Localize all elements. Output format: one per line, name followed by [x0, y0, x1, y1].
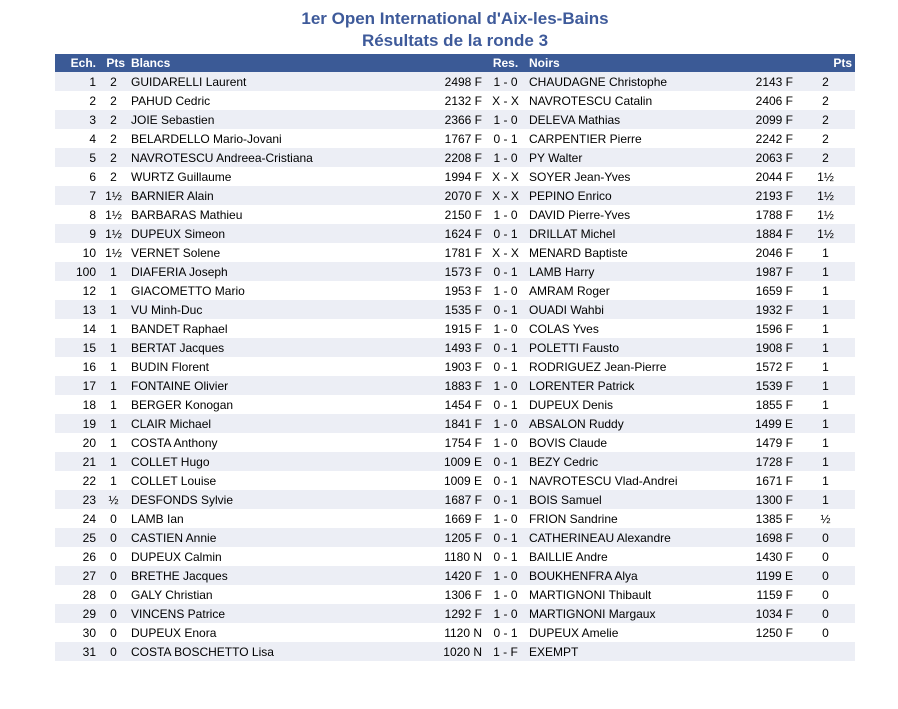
cell-black-points: 2 — [796, 129, 855, 148]
cell-white-rating: 1573 F — [356, 262, 485, 281]
cell-black-rating: 2044 F — [725, 167, 796, 186]
cell-white-rating: 2150 F — [356, 205, 485, 224]
cell-black-rating: 1430 F — [725, 547, 796, 566]
header-blancs: Blancs — [128, 54, 356, 72]
cell-black-rating: 2063 F — [725, 148, 796, 167]
table-row — [55, 623, 855, 642]
cell-black-rating: 1987 F — [725, 262, 796, 281]
cell-white-player: DUPEUX Simeon — [128, 224, 356, 243]
table-row — [55, 490, 855, 509]
cell-white-player: BUDIN Florent — [128, 357, 356, 376]
cell-white-rating: 1994 F — [356, 167, 485, 186]
cell-white-points: 2 — [99, 167, 128, 186]
cell-result: X - X — [485, 243, 526, 262]
cell-result: 0 - 1 — [485, 490, 526, 509]
cell-white-rating: 1120 N — [356, 623, 485, 642]
cell-white-rating: 2498 F — [356, 72, 485, 91]
cell-black-player: FRION Sandrine — [526, 509, 725, 528]
cell-black-player: EXEMPT — [526, 642, 725, 661]
cell-result: 1 - 0 — [485, 433, 526, 452]
cell-white-player: PAHUD Cedric — [128, 91, 356, 110]
cell-black-points: 1 — [796, 471, 855, 490]
cell-white-points: 1½ — [99, 243, 128, 262]
table-row — [55, 566, 855, 585]
cell-black-rating: 1250 F — [725, 623, 796, 642]
cell-white-points: 1 — [99, 471, 128, 490]
cell-white-points: 1 — [99, 281, 128, 300]
cell-black-rating: 2143 F — [725, 72, 796, 91]
table-row — [55, 452, 855, 471]
cell-result: 0 - 1 — [485, 300, 526, 319]
cell-white-player: LAMB Ian — [128, 509, 356, 528]
cell-black-points: 1 — [796, 338, 855, 357]
cell-result: 1 - F — [485, 642, 526, 661]
cell-white-points: 2 — [99, 110, 128, 129]
cell-white-player: DUPEUX Calmin — [128, 547, 356, 566]
cell-result: 1 - 0 — [485, 566, 526, 585]
cell-white-rating: 1535 F — [356, 300, 485, 319]
cell-white-points: 1½ — [99, 205, 128, 224]
cell-board: 6 — [55, 167, 99, 186]
cell-board: 28 — [55, 585, 99, 604]
cell-white-rating: 2208 F — [356, 148, 485, 167]
cell-white-player: CASTIEN Annie — [128, 528, 356, 547]
cell-black-rating: 1728 F — [725, 452, 796, 471]
cell-white-points: 0 — [99, 509, 128, 528]
cell-white-rating: 1205 F — [356, 528, 485, 547]
cell-white-points: 2 — [99, 91, 128, 110]
cell-result: 0 - 1 — [485, 129, 526, 148]
cell-black-rating: 2406 F — [725, 91, 796, 110]
cell-white-points: 1½ — [99, 186, 128, 205]
cell-white-player: CLAIR Michael — [128, 414, 356, 433]
cell-black-points: 1½ — [796, 205, 855, 224]
cell-board: 23 — [55, 490, 99, 509]
cell-result: 1 - 0 — [485, 72, 526, 91]
cell-black-player: NAVROTESCU Catalin — [526, 91, 725, 110]
table-row — [55, 91, 855, 110]
cell-board: 21 — [55, 452, 99, 471]
cell-white-rating: 1669 F — [356, 509, 485, 528]
table-header-row — [55, 54, 855, 72]
cell-black-rating: 1932 F — [725, 300, 796, 319]
cell-black-rating: 1908 F — [725, 338, 796, 357]
cell-white-player: GUIDARELLI Laurent — [128, 72, 356, 91]
cell-board: 8 — [55, 205, 99, 224]
cell-white-player: VINCENS Patrice — [128, 604, 356, 623]
cell-board: 1 — [55, 72, 99, 91]
cell-black-points: 2 — [796, 110, 855, 129]
cell-white-rating: 1009 E — [356, 471, 485, 490]
cell-black-points: 0 — [796, 604, 855, 623]
cell-black-points: 2 — [796, 148, 855, 167]
cell-white-points: 1 — [99, 376, 128, 395]
cell-black-rating: 1884 F — [725, 224, 796, 243]
cell-white-rating: 1883 F — [356, 376, 485, 395]
cell-black-player: BEZY Cedric — [526, 452, 725, 471]
table-row — [55, 642, 855, 661]
header-noirs: Noirs — [526, 54, 725, 72]
cell-board: 16 — [55, 357, 99, 376]
cell-black-points: ½ — [796, 509, 855, 528]
cell-white-points: 2 — [99, 129, 128, 148]
table-row — [55, 319, 855, 338]
cell-black-rating: 2242 F — [725, 129, 796, 148]
cell-black-points: 0 — [796, 585, 855, 604]
cell-result: 0 - 1 — [485, 338, 526, 357]
cell-board: 22 — [55, 471, 99, 490]
cell-white-player: JOIE Sebastien — [128, 110, 356, 129]
table-row — [55, 585, 855, 604]
cell-white-rating: 1781 F — [356, 243, 485, 262]
cell-black-player: CHAUDAGNE Christophe — [526, 72, 725, 91]
cell-black-player: LORENTER Patrick — [526, 376, 725, 395]
cell-black-points: 1 — [796, 414, 855, 433]
cell-white-points: 1 — [99, 357, 128, 376]
cell-board: 13 — [55, 300, 99, 319]
cell-result: 0 - 1 — [485, 471, 526, 490]
cell-board: 4 — [55, 129, 99, 148]
cell-white-points: 2 — [99, 72, 128, 91]
cell-result: 1 - 0 — [485, 281, 526, 300]
cell-black-player: AMRAM Roger — [526, 281, 725, 300]
cell-board: 27 — [55, 566, 99, 585]
cell-result: X - X — [485, 167, 526, 186]
table-row — [55, 604, 855, 623]
cell-black-points: 1 — [796, 319, 855, 338]
cell-white-player: DESFONDS Sylvie — [128, 490, 356, 509]
cell-black-points: 1 — [796, 490, 855, 509]
cell-black-player: DAVID Pierre-Yves — [526, 205, 725, 224]
cell-black-player: CARPENTIER Pierre — [526, 129, 725, 148]
cell-white-player: BARNIER Alain — [128, 186, 356, 205]
cell-board: 24 — [55, 509, 99, 528]
cell-white-points: 1 — [99, 414, 128, 433]
cell-black-rating: 2193 F — [725, 186, 796, 205]
cell-result: 0 - 1 — [485, 452, 526, 471]
cell-white-player: BANDET Raphael — [128, 319, 356, 338]
cell-white-player: BRETHE Jacques — [128, 566, 356, 585]
header-pts-white: Pts — [99, 54, 128, 72]
cell-result: 1 - 0 — [485, 148, 526, 167]
cell-black-player: MENARD Baptiste — [526, 243, 725, 262]
cell-white-points: 0 — [99, 623, 128, 642]
cell-white-player: GALY Christian — [128, 585, 356, 604]
cell-white-player: GIACOMETTO Mario — [128, 281, 356, 300]
cell-white-points: 1 — [99, 338, 128, 357]
cell-black-player: NAVROTESCU Vlad-Andrei — [526, 471, 725, 490]
cell-white-points: 1 — [99, 319, 128, 338]
cell-black-player: MARTIGNONI Thibault — [526, 585, 725, 604]
cell-white-rating: 1754 F — [356, 433, 485, 452]
cell-white-player: VERNET Solene — [128, 243, 356, 262]
cell-result: 1 - 0 — [485, 604, 526, 623]
cell-white-rating: 1180 N — [356, 547, 485, 566]
cell-white-points: 1 — [99, 452, 128, 471]
cell-black-player: POLETTI Fausto — [526, 338, 725, 357]
cell-black-points: 1 — [796, 433, 855, 452]
cell-black-rating: 1034 F — [725, 604, 796, 623]
header-ech: Ech. — [55, 54, 99, 72]
cell-board: 30 — [55, 623, 99, 642]
cell-board: 14 — [55, 319, 99, 338]
cell-white-player: BELARDELLO Mario-Jovani — [128, 129, 356, 148]
cell-black-points: 1½ — [796, 224, 855, 243]
table-row — [55, 547, 855, 566]
table-row — [55, 262, 855, 281]
cell-white-player: VU Minh-Duc — [128, 300, 356, 319]
cell-black-player: BOUKHENFRA Alya — [526, 566, 725, 585]
cell-result: 0 - 1 — [485, 224, 526, 243]
table-row — [55, 300, 855, 319]
table-row — [55, 72, 855, 91]
cell-black-points: 1 — [796, 262, 855, 281]
cell-board: 18 — [55, 395, 99, 414]
table-row — [55, 395, 855, 414]
cell-black-rating: 1596 F — [725, 319, 796, 338]
cell-black-points: 2 — [796, 91, 855, 110]
cell-black-points: 0 — [796, 623, 855, 642]
cell-result: 0 - 1 — [485, 528, 526, 547]
cell-white-rating: 1306 F — [356, 585, 485, 604]
cell-white-rating: 1903 F — [356, 357, 485, 376]
cell-black-rating — [725, 642, 796, 661]
cell-white-player: BERTAT Jacques — [128, 338, 356, 357]
cell-black-player: CATHERINEAU Alexandre — [526, 528, 725, 547]
cell-black-points: 1½ — [796, 186, 855, 205]
cell-black-player: DUPEUX Denis — [526, 395, 725, 414]
cell-result: 1 - 0 — [485, 509, 526, 528]
cell-white-rating: 1841 F — [356, 414, 485, 433]
cell-white-points: 0 — [99, 547, 128, 566]
cell-white-player: COSTA BOSCHETTO Lisa — [128, 642, 356, 661]
cell-black-rating: 1671 F — [725, 471, 796, 490]
cell-white-player: COSTA Anthony — [128, 433, 356, 452]
table-row — [55, 243, 855, 262]
table-row — [55, 281, 855, 300]
table-row — [55, 433, 855, 452]
cell-white-points: 1 — [99, 262, 128, 281]
cell-black-player: DELEVA Mathias — [526, 110, 725, 129]
cell-black-player: BAILLIE Andre — [526, 547, 725, 566]
cell-white-rating: 1454 F — [356, 395, 485, 414]
cell-white-rating: 2366 F — [356, 110, 485, 129]
cell-result: 1 - 0 — [485, 319, 526, 338]
cell-result: 1 - 0 — [485, 205, 526, 224]
cell-white-rating: 1687 F — [356, 490, 485, 509]
page-title: 1er Open International d'Aix-les-Bains — [301, 9, 609, 28]
cell-black-rating: 1539 F — [725, 376, 796, 395]
cell-black-player: RODRIGUEZ Jean-Pierre — [526, 357, 725, 376]
cell-black-rating: 1855 F — [725, 395, 796, 414]
cell-board: 5 — [55, 148, 99, 167]
cell-black-player: PY Walter — [526, 148, 725, 167]
table-row — [55, 129, 855, 148]
table-row — [55, 509, 855, 528]
cell-black-rating: 1499 E — [725, 414, 796, 433]
cell-board: 12 — [55, 281, 99, 300]
cell-white-player: BERGER Konogan — [128, 395, 356, 414]
cell-black-rating: 1659 F — [725, 281, 796, 300]
header-blank-2 — [725, 54, 796, 72]
cell-black-player: COLAS Yves — [526, 319, 725, 338]
cell-result: 1 - 0 — [485, 376, 526, 395]
cell-black-points: 0 — [796, 528, 855, 547]
cell-white-rating: 1953 F — [356, 281, 485, 300]
cell-black-player: SOYER Jean-Yves — [526, 167, 725, 186]
cell-board: 31 — [55, 642, 99, 661]
cell-board: 10 — [55, 243, 99, 262]
cell-black-points: 1 — [796, 452, 855, 471]
cell-result: X - X — [485, 91, 526, 110]
cell-white-points: 1 — [99, 433, 128, 452]
cell-black-points: 0 — [796, 566, 855, 585]
cell-black-player: PEPINO Enrico — [526, 186, 725, 205]
cell-white-player: NAVROTESCU Andreea-Cristiana — [128, 148, 356, 167]
cell-white-points: 0 — [99, 566, 128, 585]
cell-result: X - X — [485, 186, 526, 205]
cell-board: 7 — [55, 186, 99, 205]
table-row — [55, 414, 855, 433]
cell-result: 0 - 1 — [485, 357, 526, 376]
cell-board: 26 — [55, 547, 99, 566]
cell-white-points: 0 — [99, 604, 128, 623]
table-row — [55, 528, 855, 547]
cell-black-player: BOIS Samuel — [526, 490, 725, 509]
cell-white-player: BARBARAS Mathieu — [128, 205, 356, 224]
cell-black-points: 2 — [796, 72, 855, 91]
cell-black-rating: 1788 F — [725, 205, 796, 224]
cell-board: 100 — [55, 262, 99, 281]
cell-result: 1 - 0 — [485, 585, 526, 604]
cell-black-player: BOVIS Claude — [526, 433, 725, 452]
cell-white-rating: 1292 F — [356, 604, 485, 623]
cell-white-rating: 1767 F — [356, 129, 485, 148]
cell-board: 20 — [55, 433, 99, 452]
table-row — [55, 186, 855, 205]
cell-black-player: LAMB Harry — [526, 262, 725, 281]
cell-white-rating: 2132 F — [356, 91, 485, 110]
cell-black-rating: 1199 E — [725, 566, 796, 585]
table-row — [55, 376, 855, 395]
cell-black-rating: 2046 F — [725, 243, 796, 262]
cell-board: 29 — [55, 604, 99, 623]
table-row — [55, 110, 855, 129]
cell-black-points — [796, 642, 855, 661]
cell-black-points: 1 — [796, 243, 855, 262]
cell-black-points: 1 — [796, 281, 855, 300]
cell-board: 9 — [55, 224, 99, 243]
table-row — [55, 167, 855, 186]
cell-black-player: OUADI Wahbi — [526, 300, 725, 319]
header-blank — [356, 54, 485, 72]
table-row — [55, 148, 855, 167]
cell-black-player: DRILLAT Michel — [526, 224, 725, 243]
cell-white-rating: 1020 N — [356, 642, 485, 661]
cell-white-rating: 1493 F — [356, 338, 485, 357]
cell-black-rating: 1385 F — [725, 509, 796, 528]
cell-white-rating: 1009 E — [356, 452, 485, 471]
cell-white-rating: 1915 F — [356, 319, 485, 338]
cell-board: 15 — [55, 338, 99, 357]
cell-white-points: 1 — [99, 395, 128, 414]
header-pts-black: Pts — [796, 54, 855, 72]
cell-white-points: 0 — [99, 528, 128, 547]
cell-black-player: MARTIGNONI Margaux — [526, 604, 725, 623]
cell-result: 0 - 1 — [485, 547, 526, 566]
cell-black-points: 1 — [796, 300, 855, 319]
cell-black-points: 1 — [796, 395, 855, 414]
cell-white-points: 0 — [99, 642, 128, 661]
cell-white-rating: 2070 F — [356, 186, 485, 205]
table-row — [55, 357, 855, 376]
cell-white-player: DIAFERIA Joseph — [128, 262, 356, 281]
cell-black-points: 0 — [796, 547, 855, 566]
cell-black-points: 1 — [796, 357, 855, 376]
cell-white-points: 0 — [99, 585, 128, 604]
cell-white-points: 1½ — [99, 224, 128, 243]
cell-black-rating: 1300 F — [725, 490, 796, 509]
header-res: Res. — [485, 54, 526, 72]
cell-black-rating: 1698 F — [725, 528, 796, 547]
cell-result: 0 - 1 — [485, 623, 526, 642]
cell-result: 1 - 0 — [485, 110, 526, 129]
cell-board: 19 — [55, 414, 99, 433]
table-row — [55, 224, 855, 243]
cell-board: 3 — [55, 110, 99, 129]
cell-black-points: 1½ — [796, 167, 855, 186]
cell-white-rating: 1420 F — [356, 566, 485, 585]
cell-black-rating: 1572 F — [725, 357, 796, 376]
cell-black-rating: 1159 F — [725, 585, 796, 604]
cell-white-player: FONTAINE Olivier — [128, 376, 356, 395]
cell-white-rating: 1624 F — [356, 224, 485, 243]
cell-white-player: WURTZ Guillaume — [128, 167, 356, 186]
cell-white-player: DUPEUX Enora — [128, 623, 356, 642]
cell-board: 25 — [55, 528, 99, 547]
cell-white-player: COLLET Louise — [128, 471, 356, 490]
cell-board: 2 — [55, 91, 99, 110]
cell-result: 1 - 0 — [485, 414, 526, 433]
cell-white-points: 2 — [99, 148, 128, 167]
table-row — [55, 471, 855, 490]
table-row — [55, 338, 855, 357]
cell-white-player: COLLET Hugo — [128, 452, 356, 471]
cell-black-points: 1 — [796, 376, 855, 395]
cell-board: 17 — [55, 376, 99, 395]
page-subtitle: Résultats de la ronde 3 — [361, 31, 549, 50]
table-row — [55, 205, 855, 224]
cell-black-player: DUPEUX Amelie — [526, 623, 725, 642]
cell-result: 0 - 1 — [485, 262, 526, 281]
cell-black-player: ABSALON Ruddy — [526, 414, 725, 433]
cell-white-points: 1 — [99, 300, 128, 319]
cell-black-rating: 2099 F — [725, 110, 796, 129]
cell-white-points: ½ — [99, 490, 128, 509]
cell-result: 0 - 1 — [485, 395, 526, 414]
results-table — [55, 54, 855, 661]
cell-black-rating: 1479 F — [725, 433, 796, 452]
